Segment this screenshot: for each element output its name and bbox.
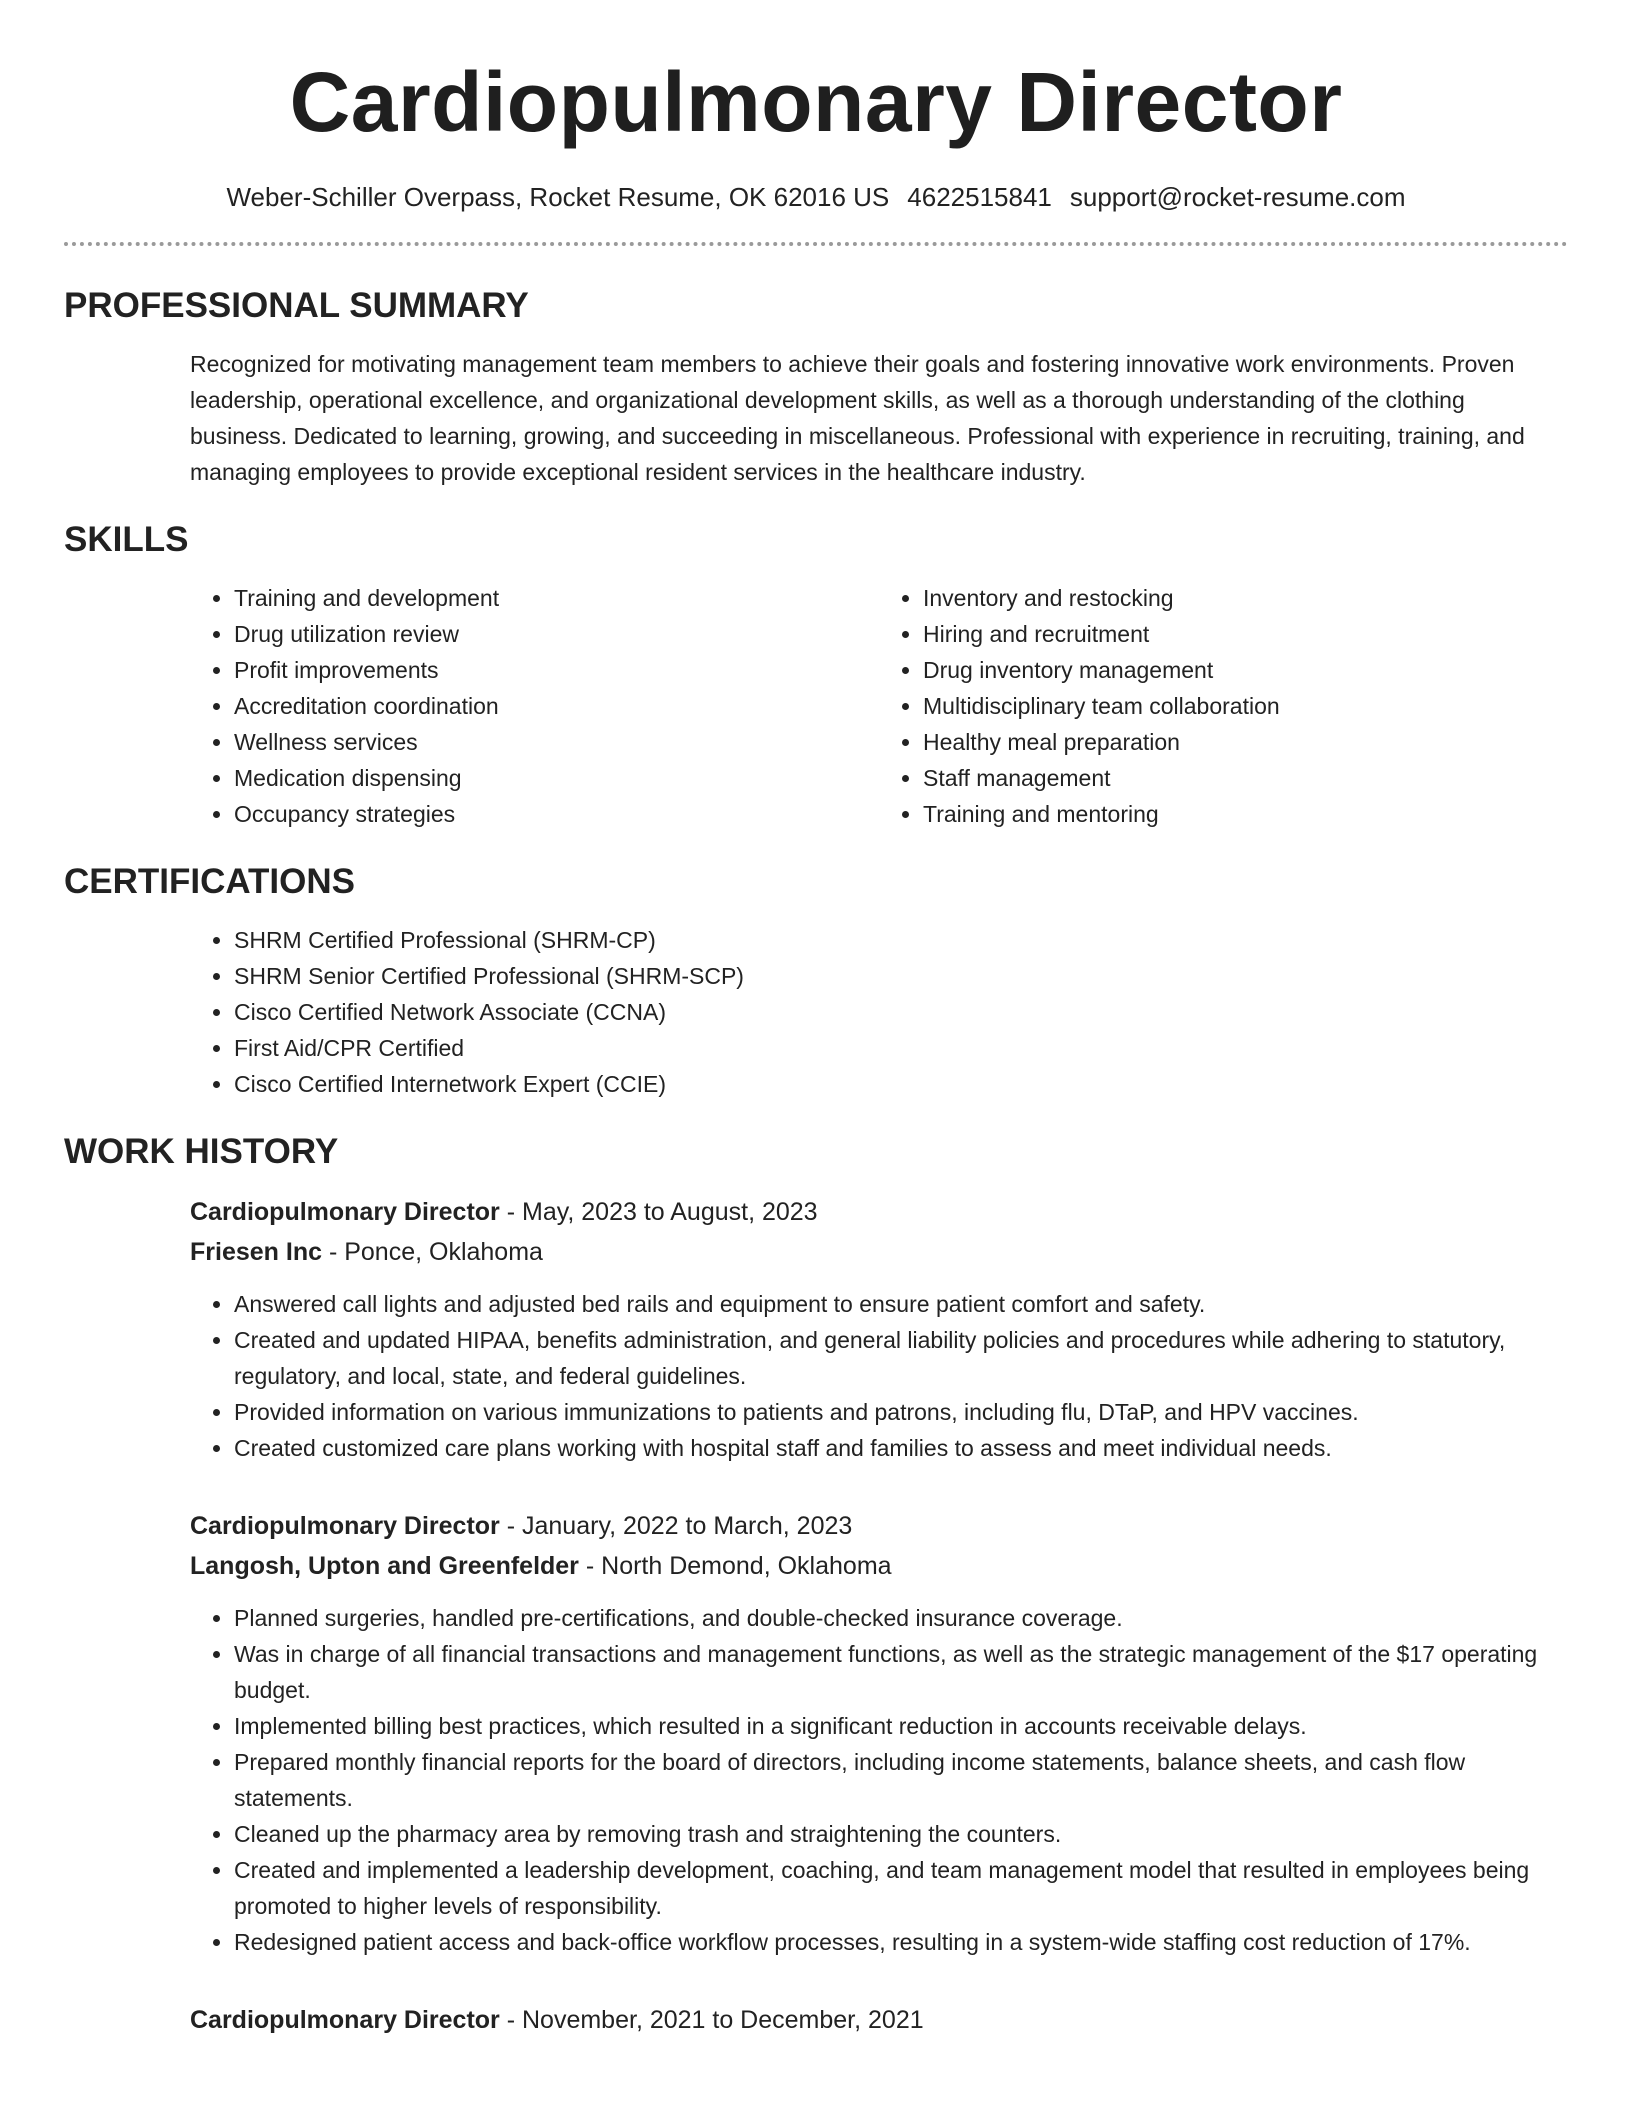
job-location: - Ponce, Oklahoma: [322, 1238, 543, 1266]
certification-item: • First Aid/CPR Certified: [234, 1030, 1568, 1066]
job-role: Cardiopulmonary Director: [190, 2006, 500, 2034]
job-title-line: [190, 1506, 1568, 1546]
skill-item: • Drug utilization review: [234, 616, 879, 652]
skill-item: • Multidisciplinary team collaboration: [923, 688, 1568, 724]
job-entry: [190, 1506, 1568, 1960]
skill-item: • Staff management: [923, 760, 1568, 796]
job-bullet: • Created and updated HIPAA, benefits administration, and general liability policies and procedures while adhering to statutory, regulatory, and local, state, and federal guidelines.: [234, 1322, 1568, 1394]
work-history-section: [190, 1192, 1568, 2040]
work-history-heading: WORK HISTORY: [64, 1132, 339, 1171]
job-company: Friesen Inc: [190, 1238, 322, 1266]
job-dates: - November, 2021 to December, 2021: [499, 2006, 924, 2034]
job-company-line: [190, 1232, 1568, 1272]
job-bullet: • Created and implemented a leadership development, coaching, and team management model that resulted in employees being promoted to higher levels of responsibility.: [234, 1852, 1568, 1924]
skill-item: • Profit improvements: [234, 652, 879, 688]
job-bullet: • Created customized care plans working with hospital staff and families to assess and meet individual needs.: [234, 1430, 1568, 1466]
job-title-line: [190, 1192, 1568, 1232]
skill-item: • Drug inventory management: [923, 652, 1568, 688]
job-bullet: • Provided information on various immunizations to patients and patrons, including flu, DTaP, and HPV vaccines.: [234, 1394, 1568, 1430]
skill-item: • Medication dispensing: [234, 760, 879, 796]
summary-text: Recognized for motivating management team members to achieve their goals and fostering innovative work environments. Proven leadership, operational excellence, and organizational development skills, as well as a thorough understanding of the clothing business. Dedicated to learning, growing, and succeeding in miscellaneous. Professional with experience in recruiting, training, and managing employees to provide exceptional resident services in the healthcare industry.: [190, 351, 1525, 485]
skill-item: • Accreditation coordination: [234, 688, 879, 724]
resume-page: [64, 0, 1568, 2040]
skill-item: • Occupancy strategies: [234, 796, 879, 832]
skill-item: • Inventory and restocking: [923, 580, 1568, 616]
job-bullet: • Cleaned up the pharmacy area by removing trash and straightening the counters.: [234, 1816, 1568, 1852]
job-bullet: • Redesigned patient access and back-office workflow processes, resulting in a system-wide staffing cost reduction of 17%.: [234, 1924, 1568, 1960]
certifications-section: [190, 922, 1568, 1102]
job-role: Cardiopulmonary Director: [190, 1512, 500, 1540]
certification-item: • Cisco Certified Internetwork Expert (CCIE): [234, 1066, 1568, 1102]
skills-list-right: [879, 580, 1568, 832]
contact-phone: 4622515841: [907, 182, 1052, 212]
contact-email: support@rocket-resume.com: [1069, 182, 1406, 212]
resume-name: Cardiopulmonary Director: [289, 55, 1343, 149]
job-bullet: • Was in charge of all financial transactions and management functions, as well as the strategic management of the $17 operating budget.: [234, 1636, 1568, 1708]
skill-item: • Hiring and recruitment: [923, 616, 1568, 652]
job-title-line: [190, 2000, 1568, 2040]
job-company: Langosh, Upton and Greenfelder: [190, 1552, 579, 1580]
certifications-heading: CERTIFICATIONS: [64, 862, 356, 901]
job-location: - North Demond, Oklahoma: [578, 1552, 892, 1580]
summary-heading: PROFESSIONAL SUMMARY: [64, 286, 529, 325]
certifications-list: [190, 922, 1568, 1102]
job-bullet: • Answered call lights and adjusted bed rails and equipment to ensure patient comfort and safety.: [234, 1286, 1568, 1322]
skills-columns: [190, 580, 1568, 832]
skill-item: • Wellness services: [234, 724, 879, 760]
skill-item: • Healthy meal preparation: [923, 724, 1568, 760]
job-bullets: [190, 1286, 1568, 1466]
job-bullet: • Prepared monthly financial reports for the board of directors, including income statements, balance sheets, and cash flow statements.: [234, 1744, 1568, 1816]
contact-info: [64, 180, 1568, 214]
header-divider: [64, 242, 1568, 246]
skills-list-left: [190, 580, 879, 832]
skill-item: • Training and development: [234, 580, 879, 616]
skill-item: • Training and mentoring: [923, 796, 1568, 832]
job-dates: - May, 2023 to August, 2023: [499, 1198, 818, 1226]
contact-address: Weber-Schiller Overpass, Rocket Resume, OK 62016 US: [226, 182, 890, 212]
job-role: Cardiopulmonary Director: [190, 1198, 500, 1226]
job-entry: [190, 1192, 1568, 1466]
job-bullet: • Planned surgeries, handled pre-certifications, and double-checked insurance coverage.: [234, 1600, 1568, 1636]
job-bullets: [190, 1600, 1568, 1960]
certification-item: • SHRM Senior Certified Professional (SHRM-SCP): [234, 958, 1568, 994]
skills-heading: SKILLS: [64, 520, 189, 559]
job-dates: - January, 2022 to March, 2023: [499, 1512, 853, 1540]
certification-item: • Cisco Certified Network Associate (CCNA): [234, 994, 1568, 1030]
job-bullet: • Implemented billing best practices, which resulted in a significant reduction in accounts receivable delays.: [234, 1708, 1568, 1744]
job-company-line: [190, 1546, 1568, 1586]
certification-item: • SHRM Certified Professional (SHRM-CP): [234, 922, 1568, 958]
job-entry: [190, 2000, 1568, 2040]
